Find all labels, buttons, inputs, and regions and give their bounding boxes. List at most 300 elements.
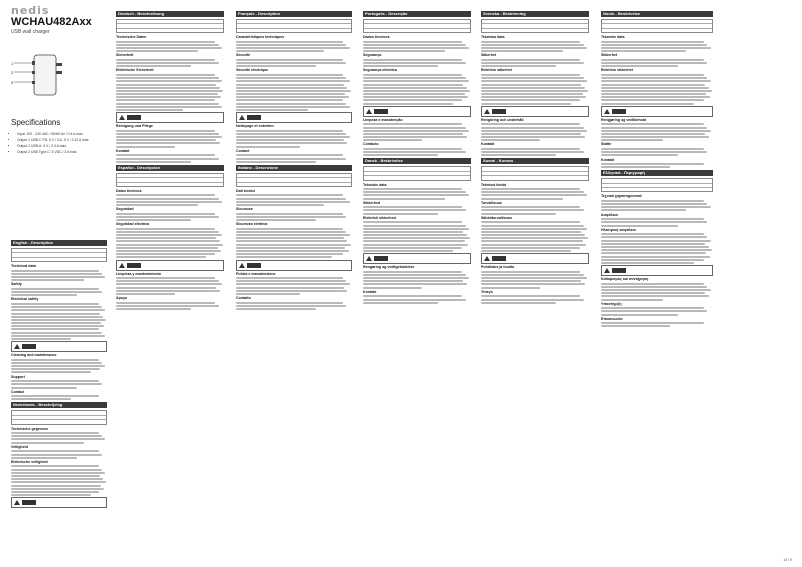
language-section: [236, 11, 352, 163]
caution-label-icon: [492, 109, 506, 114]
subsection-heading: Safety: [11, 282, 22, 287]
table-row: [237, 29, 351, 32]
caution-box: [236, 112, 352, 123]
text-line: [363, 62, 466, 64]
text-line: [11, 475, 100, 477]
caution-label-icon: [612, 109, 626, 114]
warning-icon: [484, 109, 490, 114]
text-line: [116, 65, 191, 67]
text-line: [601, 127, 707, 129]
text-line: [601, 295, 709, 297]
text-line: [601, 130, 711, 132]
model-title: WCHAU482Axx: [11, 16, 92, 28]
language-column: [363, 11, 471, 306]
text-line: [236, 198, 346, 200]
language-section: [481, 158, 589, 303]
language-column: [601, 11, 713, 329]
warning-icon: [604, 109, 610, 114]
caution-box: [11, 341, 107, 352]
language-column: [236, 11, 352, 312]
subsection-heading: Technische Daten: [116, 35, 147, 40]
text-line: [363, 127, 466, 129]
subsection-heading: Puhdistus ja huolto: [481, 265, 515, 270]
text-line: [481, 87, 585, 89]
warning-icon: [366, 109, 372, 114]
text-line: [481, 99, 580, 101]
text-line: [11, 270, 99, 272]
subsection-heading: Dados técnicos: [363, 35, 390, 40]
subsection-heading: Kontakt: [116, 148, 130, 153]
text-line: [481, 194, 587, 196]
text-line: [363, 287, 422, 289]
language-section: [116, 165, 224, 310]
language-section: [601, 170, 713, 327]
text-line: [116, 198, 219, 200]
text-line: [601, 286, 707, 288]
text-line: [236, 50, 324, 52]
text-line: [601, 139, 663, 141]
text-line: [363, 80, 469, 82]
text-line: [601, 74, 704, 76]
text-line: [481, 65, 556, 67]
subsection-heading: Tekniske data: [363, 182, 387, 187]
text-line: [481, 287, 540, 289]
text-line: [601, 41, 704, 43]
text-line: [11, 313, 100, 315]
text-line: [363, 148, 462, 150]
text-line: [116, 231, 219, 233]
text-line: [116, 287, 216, 289]
text-line: [116, 59, 215, 61]
text-line: [363, 228, 469, 230]
section-header: Norsk - Beskrivelse: [601, 11, 713, 17]
warning-icon: [604, 268, 610, 273]
text-line: [236, 103, 346, 105]
warning-icon: [239, 263, 245, 268]
subsection-heading: Καθαρισμός και συντήρηση: [601, 277, 649, 282]
text-line: [116, 74, 215, 76]
text-line: [236, 293, 300, 295]
text-line: [236, 77, 346, 79]
subsection-heading: Contact: [11, 389, 25, 394]
text-line: [481, 77, 584, 79]
text-line: [363, 77, 466, 79]
section-header: Deutsch - Beschreibung: [116, 11, 224, 17]
text-line: [11, 387, 77, 389]
text-line: [11, 442, 84, 444]
caution-label-icon: [612, 268, 626, 273]
text-line: [116, 219, 191, 221]
text-line: [481, 127, 584, 129]
text-line: [481, 234, 585, 236]
language-section: [116, 11, 224, 163]
text-line: [11, 362, 102, 364]
parts-table: [11, 248, 107, 262]
section-header: Italiano - Descrizione: [236, 165, 352, 171]
text-line: [601, 307, 704, 309]
subsection-heading: Yhteys: [481, 289, 493, 294]
caution-label-icon: [22, 500, 36, 505]
text-line: [601, 259, 704, 261]
text-line: [363, 65, 438, 67]
text-line: [601, 44, 707, 46]
text-line: [363, 87, 467, 89]
text-line: [363, 213, 438, 215]
text-line: [236, 80, 350, 82]
text-line: [116, 302, 215, 304]
brand-logo: nedis: [11, 4, 50, 17]
text-line: [11, 395, 99, 397]
text-line: [116, 62, 219, 64]
text-line: [11, 303, 99, 305]
text-line: [481, 50, 563, 52]
warning-icon: [239, 115, 245, 120]
text-line: [601, 292, 705, 294]
text-line: [601, 209, 686, 211]
text-line: [116, 96, 221, 98]
text-line: [363, 130, 469, 132]
caution-box: [481, 106, 589, 117]
text-line: [116, 237, 216, 239]
parts-table: [601, 178, 713, 192]
text-line: [11, 273, 102, 275]
spec-item: • Output 1 USB-C PD: 5 V / 3 A, 9 V / 2.22 A max.: [17, 137, 111, 143]
text-line: [481, 84, 581, 86]
text-line: [236, 47, 350, 49]
subsection-heading: Sikkerhed: [363, 200, 381, 205]
text-line: [11, 488, 104, 490]
caution-label-icon: [127, 115, 141, 120]
text-line: [236, 41, 343, 43]
text-line: [116, 133, 219, 135]
text-line: [236, 228, 343, 230]
warning-icon: [14, 500, 20, 505]
text-line: [363, 188, 462, 190]
text-line: [481, 130, 587, 132]
text-line: [11, 481, 106, 483]
text-line: [236, 253, 343, 255]
text-line: [116, 84, 216, 86]
text-line: [11, 435, 102, 437]
caution-box: [363, 253, 471, 264]
text-line: [236, 65, 316, 67]
subsection-heading: Sicurezza elettrica: [236, 222, 268, 227]
text-line: [11, 371, 91, 373]
section-header: Suomi - Kuvaus: [481, 158, 589, 164]
text-line: [11, 276, 105, 278]
text-line: [116, 290, 220, 292]
subsection-heading: Veiligheid: [11, 444, 28, 449]
table-row: [237, 183, 351, 186]
text-line: [236, 305, 346, 307]
text-line: [601, 103, 694, 105]
text-line: [236, 136, 350, 138]
text-line: [363, 221, 462, 223]
subsection-heading: Rengøring og vedligeholdelse: [363, 265, 415, 270]
text-line: [601, 218, 704, 220]
subsection-heading: Caractéristiques techniques: [236, 35, 285, 40]
text-line: [11, 368, 100, 370]
text-line: [11, 306, 102, 308]
caution-label-icon: [127, 263, 141, 268]
parts-table: [481, 166, 589, 180]
text-line: [601, 80, 711, 82]
text-line: [116, 136, 222, 138]
subsection-heading: Tekniske data: [601, 35, 625, 40]
section-header: Français - Description: [236, 11, 352, 17]
text-line: [601, 90, 712, 92]
text-line: [601, 236, 707, 238]
text-line: [363, 283, 467, 285]
text-line: [236, 280, 346, 282]
text-line: [601, 243, 705, 245]
text-line: [116, 90, 223, 92]
text-line: [236, 201, 350, 203]
text-line: [601, 325, 670, 327]
parts-table: [363, 166, 471, 180]
text-line: [481, 90, 588, 92]
text-line: [236, 240, 347, 242]
parts-table: [601, 19, 713, 33]
text-line: [116, 44, 219, 46]
text-line: [481, 206, 580, 208]
section-header: Português - Descrição: [363, 11, 471, 17]
subsection-heading: Sicherheit: [116, 53, 134, 58]
text-line: [363, 231, 463, 233]
text-line: [481, 151, 584, 153]
text-line: [236, 283, 350, 285]
text-line: [601, 256, 710, 258]
text-line: [601, 163, 704, 165]
subsection-heading: Kontakt: [363, 289, 377, 294]
subsection-heading: Cleaning and maintenance: [11, 353, 57, 358]
subsection-heading: Limpieza y mantenimiento: [116, 271, 161, 276]
text-line: [363, 84, 463, 86]
text-line: [236, 59, 343, 61]
subsection-heading: Elektrische Sicherheit: [116, 68, 154, 73]
language-column: [116, 11, 224, 312]
text-line: [11, 472, 105, 474]
text-line: [236, 158, 346, 160]
text-line: [116, 93, 218, 95]
language-section: [481, 11, 589, 156]
text-line: [11, 485, 101, 487]
text-line: [116, 80, 222, 82]
text-line: [601, 233, 704, 235]
text-line: [481, 59, 580, 61]
text-line: [481, 274, 584, 276]
text-line: [481, 133, 581, 135]
parts-table: [11, 410, 107, 424]
text-line: [236, 216, 346, 218]
text-line: [363, 302, 438, 304]
text-line: [481, 209, 584, 211]
text-line: [481, 237, 588, 239]
caution-box: [601, 106, 713, 117]
text-line: [11, 457, 77, 459]
text-line: [236, 109, 308, 111]
text-line: [363, 44, 466, 46]
subsection-heading: Dati tecnici: [236, 188, 256, 193]
text-line: [236, 161, 316, 163]
table-row: [12, 258, 106, 261]
section-header: Ελληνικά - Περιγραφή: [601, 170, 713, 176]
text-line: [116, 154, 215, 156]
text-line: [116, 87, 220, 89]
text-line: [601, 136, 709, 138]
text-line: [116, 99, 215, 101]
svg-text:3: 3: [11, 80, 14, 85]
section-header: Español - Descripción: [116, 165, 224, 171]
text-line: [236, 302, 343, 304]
text-line: [481, 198, 563, 200]
text-line: [601, 249, 712, 251]
text-line: [116, 228, 215, 230]
text-line: [236, 244, 351, 246]
text-line: [601, 203, 707, 205]
text-line: [11, 332, 102, 334]
subsection-heading: Segurança eléctrica: [363, 68, 397, 73]
page-number: 14 / 9: [783, 558, 792, 562]
subsection-heading: Kontakt: [481, 142, 495, 147]
text-line: [363, 139, 422, 141]
subsection-heading: Elektrisk sikkerhed: [363, 215, 396, 220]
text-line: [236, 290, 347, 292]
subsection-heading: Υποστήριξη: [601, 301, 622, 306]
text-line: [236, 99, 343, 101]
text-line: [236, 308, 316, 310]
text-line: [11, 383, 102, 385]
text-line: [11, 432, 99, 434]
text-line: [116, 213, 215, 215]
text-line: [481, 74, 580, 76]
text-line: [11, 294, 77, 296]
text-line: [481, 250, 571, 252]
subsection-heading: Sikkerhet: [601, 53, 618, 58]
table-row: [602, 188, 712, 191]
text-line: [116, 50, 198, 52]
caution-label-icon: [247, 263, 261, 268]
text-line: [363, 299, 466, 301]
language-section: [11, 402, 107, 508]
text-line: [601, 200, 704, 202]
caution-box: [116, 260, 224, 271]
text-line: [481, 247, 580, 249]
text-line: [481, 148, 580, 150]
text-line: [363, 274, 466, 276]
text-line: [236, 44, 346, 46]
text-line: [236, 74, 343, 76]
text-line: [116, 139, 216, 141]
language-section: [363, 158, 471, 303]
caution-box: [363, 106, 471, 117]
text-line: [236, 90, 351, 92]
text-line: [601, 47, 711, 49]
text-line: [481, 277, 587, 279]
text-line: [601, 289, 711, 291]
text-line: [363, 225, 466, 227]
caution-box: [481, 253, 589, 264]
text-line: [11, 469, 102, 471]
subsection-heading: Nettoyage et entretien: [236, 124, 274, 129]
text-line: [236, 62, 346, 64]
text-line: [116, 244, 223, 246]
text-line: [363, 247, 462, 249]
table-row: [117, 29, 223, 32]
specifications-title: Specifications: [11, 118, 61, 127]
text-line: [236, 84, 344, 86]
text-line: [601, 314, 678, 316]
language-section: [601, 11, 713, 168]
text-line: [481, 136, 585, 138]
subsection-heading: Sähköturvallisuus: [481, 215, 512, 220]
text-line: [363, 151, 466, 153]
caution-box: [11, 497, 107, 508]
text-line: [116, 240, 220, 242]
text-line: [601, 283, 704, 285]
text-line: [481, 213, 556, 215]
text-line: [11, 309, 105, 311]
text-line: [601, 87, 709, 89]
table-row: [482, 29, 588, 32]
text-line: [481, 103, 571, 105]
language-section: [363, 11, 471, 156]
text-line: [116, 146, 175, 148]
text-line: [601, 310, 707, 312]
text-line: [116, 293, 175, 295]
text-line: [601, 151, 707, 153]
spec-item: • Output 2 USB-A: 5 V / 2.4 A max.: [17, 143, 111, 149]
text-line: [363, 96, 468, 98]
text-line: [11, 316, 103, 318]
subsection-heading: Apoyo: [116, 296, 128, 301]
text-line: [481, 44, 584, 46]
spec-item: • Input: 100 - 240 VAC / 50/60 Hz / 0.4 A max.: [17, 131, 111, 137]
text-line: [601, 50, 686, 52]
text-line: [363, 198, 445, 200]
text-line: [363, 237, 470, 239]
subsection-heading: Støtte: [601, 142, 612, 147]
section-header: English - Description: [11, 240, 107, 246]
text-line: [601, 246, 709, 248]
subsection-heading: Datos técnicos: [116, 188, 142, 193]
text-line: [116, 283, 222, 285]
text-line: [116, 253, 215, 255]
parts-table: [116, 173, 224, 187]
section-header: Svenska - Beskrivning: [481, 11, 589, 17]
text-line: [11, 438, 105, 440]
text-line: [11, 338, 71, 340]
charger-illustration: [8, 45, 72, 113]
text-line: [363, 93, 465, 95]
text-line: [116, 247, 218, 249]
subsection-heading: Ασφάλεια: [601, 212, 618, 217]
text-line: [116, 103, 219, 105]
text-line: [481, 231, 581, 233]
text-line: [116, 41, 215, 43]
text-line: [116, 280, 219, 282]
subsection-heading: Seguridad: [116, 207, 134, 212]
text-line: [481, 123, 580, 125]
subsection-heading: Reinigung und Pflege: [116, 124, 153, 129]
text-line: [236, 87, 347, 89]
text-line: [363, 74, 462, 76]
text-line: [236, 154, 343, 156]
text-line: [116, 216, 219, 218]
caution-box: [601, 265, 713, 276]
text-line: [236, 106, 350, 108]
text-line: [363, 277, 469, 279]
